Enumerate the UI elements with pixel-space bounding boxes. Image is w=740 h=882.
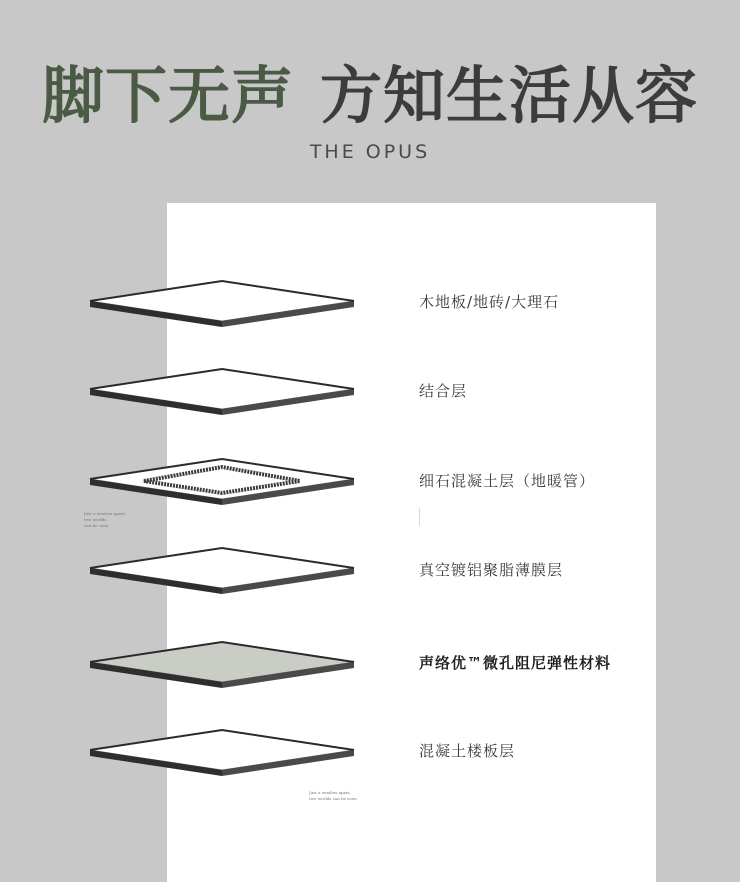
note-bottom — [309, 790, 357, 802]
layer-plate — [90, 642, 354, 688]
note-bottom-line: two worlds can be seen — [309, 796, 357, 801]
divider-line — [419, 508, 420, 526]
layer-label: 声络优™微孔阻尼弹性材料 — [419, 654, 612, 672]
layer-plate — [90, 369, 354, 415]
note-left-line: two worlds — [84, 517, 107, 522]
layer-top-face — [90, 281, 354, 321]
headline-part-a: 脚下无声 — [41, 59, 294, 132]
note-left — [84, 511, 126, 529]
layer-top-face — [90, 369, 354, 409]
brand-logo: THE OPUS — [309, 141, 431, 163]
layer-top-face — [90, 548, 354, 588]
layer-top-face — [90, 642, 354, 682]
layer-top-face — [90, 730, 354, 770]
headline-part-b: 方知生活从容 — [320, 59, 699, 132]
note-bottom-line: Just a window apart, — [309, 790, 351, 795]
layer-plate — [90, 459, 354, 505]
layer-label: 细石混凝土层（地暖管） — [419, 472, 596, 490]
layer-plates — [90, 281, 354, 776]
layer-plate — [90, 281, 354, 327]
note-left-line: can be seen — [84, 523, 109, 528]
layer-plate — [90, 730, 354, 776]
layer-label: 木地板/地砖/大理石 — [419, 293, 560, 311]
layer-label: 结合层 — [419, 382, 468, 400]
layer-label: 真空镀铝聚脂薄膜层 — [419, 561, 564, 579]
note-left-line: Just a window apart, — [84, 511, 126, 516]
layer-plate — [90, 548, 354, 594]
layer-label: 混凝土楼板层 — [419, 742, 516, 760]
